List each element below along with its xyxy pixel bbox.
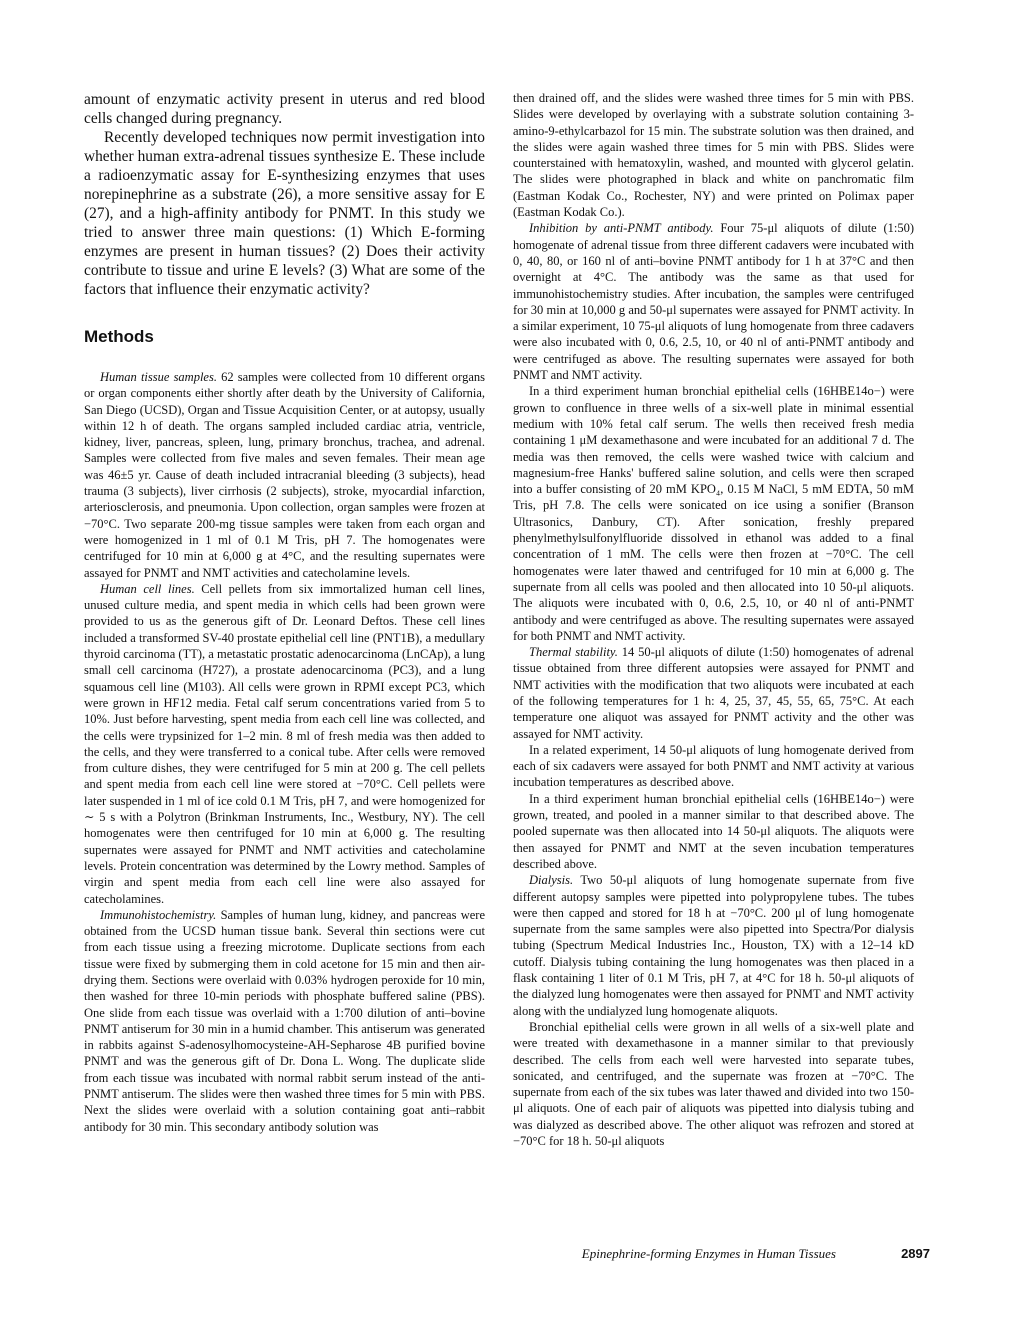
right-column [513, 90, 914, 1149]
left-column [84, 90, 485, 1135]
methods-paragraph-lung-temp [513, 742, 914, 791]
paragraph-text: Cell pellets from six immortalized human cell lines, unused culture media, and spent media in which cells had been grown were provided to us as the generous gift of Dr. Leonard Deftos. These cell lines included a transformed SV-40 prostate epithelial cell line (PNT1B), a medullary thyroid carcinoma (TT), a metastatic prostatic adenocarcinoma (LnCAp), a lung small cell carcinoma (H727), a prostate adenocarcinoma (PC3), and a lung squamous cell line (M103). All cells were grown in RPMI except PC3, which were grown in HF12 media. Fetal calf serum concentrations varied from 5 to 10%. Just before harvesting, spent media from each cell line was collected, and the cells were trypsinized for 1–2 min. 8 ml of fresh media was then added to the cells, and they were transferred to a conical tube. After cells were removed from culture dishes, they were centrifuged for 5 min at 200 g. The cell pellets and spent media from each cell line were stored at −70°C. Cell pellets were later suspended in 1 ml of ice cold 0.1 M Tris, pH 7, and were homogenized for ∼ 5 s with a Polytron (Brinkman Instruments, Inc., Westbury, NY). The cell homogenates were then centrifuged for 10 min at 6,000 g. The resulting supernates were assayed for PNMT and NMT activities and catecholamine levels. Protein concentration was determined by the Lowry method. Samples of virgin and spent media from each cell line were also assayed for catecholamines. [84, 581, 485, 906]
paragraph-text: In a related experiment, 14 50-μl aliquots of lung homogenate derived from each of six cadavers were assayed for both PNMT and NMT activity at various incubation temperatures as described above. [513, 742, 914, 790]
page-number: 2897 [901, 1246, 930, 1261]
paragraph-text: 14 50-μl aliquots of dilute (1:50) homogenates of adrenal tissue obtained from three different autopsies were assayed for PNMT and NMT activities with the modification that two aliquots were incubated at each of the following temperatures for 1 h: 4, 25, 37, 45, 55, 65, 75°C. At each temperature one aliquot was assayed for PNMT activity and the other was assayed for NMT activity. [513, 645, 914, 741]
methods-paragraph-bronchial-temp [513, 791, 914, 872]
paragraph-text: In a third experiment human bronchial epithelial cells (16HBE14o−) were grown to confluence in three wells of a six-well plate in minimal essential medium with 10% fetal calf serum. The wells then received fresh media containing 1 μM dexamethasone and were incubated for an additional 7 d. The media was then removed, the cells were washed twice with calcium and magnesium-free Hanks' buffered saline solution, and cells were then scraped into a buffer consisting of 20 mM KPO₄, 0.15 M NaCl, 5 mM EDTA, 50 mM Tris, pH 7.8. The cells were sonicated on ice using a sonifier (Branson Ultrasonics, Danbury, CT). After sonication, freshly prepared phenylmethylsulfonylfluoride dissolved in ethanol was added to a final concentration of 1 mM. The cells were then frozen at −70°C. The cell homogenates were later thawed and centrifuged for 10 min at 6,000 g. The supernate from all cells was pooled and then allocated into 10 50-μl aliquots. The aliquots were incubated with 0, 0.6, 2.5, 10, or 40 nl of anti-PNMT antibody and were centrifuged as above. The resulting supernates were assayed for both PNMT and NMT activity. [513, 384, 914, 643]
paragraph-lead: Thermal stability. [529, 645, 618, 660]
methods-paragraph-cell-lines [84, 581, 485, 907]
methods-paragraph-dialysis [513, 872, 914, 1019]
paragraph-lead: Human tissue samples. [100, 370, 217, 384]
paragraph-text: In a third experiment human bronchial epithelial cells (16HBE14o−) were grown, treated, and pooled in a manner similar to that described above. The pooled supernate was then allocated into 14 50-μl aliquots. The aliquots were then assayed for PNMT and NMT at the seven incubation temperatures described above. [513, 791, 914, 871]
methods-paragraph-tissue [84, 369, 485, 581]
paragraph-lead: Immunohistochemistry. [100, 907, 217, 922]
methods-paragraph-bronchial-dialysis [513, 1019, 914, 1149]
paragraph-text: then drained off, and the slides were washed three times for 5 min with PBS. Slides were developed by overlaying with a substrate solution containing 3-amino-9-ethylcarbazol for 15 min. The substrate solution was then drained, and the slides were again washed three times for 5 min with PBS. Slides were counterstained with hematoxylin, washed, and mounted with glycerol gelatin. The slides were photographed in black and white on panchromatic film (Eastman Kodak Co., Rochester, NY) and were printed on Polimax paper (Eastman Kodak Co.). [513, 91, 914, 220]
methods-heading: Methods [84, 327, 154, 346]
methods-paragraph-antibody [513, 220, 914, 383]
paragraph-text: Four 75-μl aliquots of dilute (1:50) homogenate of adrenal tissue from three different cadavers were incubated with 0, 40, 80, or 160 nl of anti–bovine PNMT antibody for 1 h at 37°C and then overnight at 4°C. The antibody was the same as that used for immunohistochemistry studies. After incubation, the samples were centrifuged for 30 min at 10,000 g and 50-μl supernates were assayed for PNMT activity. In a similar experiment, 10 75-μl aliquots of lung homogenate from three cadavers were also incubated with 0, 0.6, 2.5, 10, or 40 nl of anti-PNMT antibody and were centrifuged as above. The resulting supernates were assayed for both PNMT and NMT activity. [513, 221, 914, 383]
paragraph-text: Bronchial epithelial cells were grown in all wells of a six-well plate and were treated with dexamethasone in a manner similar to that previously described. The cells from each well were harvested into separate tubes, sonicated, and centrifuged, and the supernate was frozen at −70°C. The supernate from each of the six tubes was later thawed and divided into two 150-μl aliquots. One of each pair of aliquots was pipetted into dialysis tubing and was dialyzed as described above. The other aliquot was refrozen and stored at −70°C for 18 h. 50-μl aliquots [513, 1019, 914, 1148]
paragraph-text: Two 50-μl aliquots of lung homogenate supernate from five different autopsy samples were pipetted into polypropylene tubes. The tubes were then capped and stored for 18 h at −70°C. 200 μl of lung homogenate supernate from the same samples were also pipetted into Spectra/Por dialysis tubing (Spectrum Medical Industries Inc., Houston, TX) with a 12–14 kD cutoff. Dialysis tubing containing the lung homogenates was then placed in a flask containing 1 liter of 0.1 M Tris, pH 7, at 4°C for 18 h. 50-μl aliquots of the dialyzed lung homogenates were then assayed for PNMT and NMT activity along with the undialyzed lung homogenate aliquots. [513, 873, 914, 1018]
intro-paragraph: amount of enzymatic activity present in uterus and red blood cells changed during pregnancy. [84, 91, 485, 127]
intro-paragraph: Recently developed techniques now permit investigation into whether human extra-adrenal tissues synthesize E. These include a radioenzymatic assay for E-synthesizing enzymes that uses norepinephrine as a substrate (26), a more sensitive assay for E (27), and a high-affinity antibody for PNMT. In this study we tried to answer three main questions: (1) Which E-forming enzymes are present in human tissues? (2) Does their activity contribute to tissue and urine E levels? (3) What are some of the factors that influence their enzymatic activity? [84, 129, 485, 298]
methods-paragraph-immuno [84, 907, 485, 1135]
paragraph-text: Samples of human lung, kidney, and pancreas were obtained from the UCSD human tissue bank. Several thin sections were cut from each tissue using a freezing microtome. Duplicate sections from each tissue were fixed by submerging them in cold acetone for 15 min and then air-drying them. Sections were overlaid with 0.03% hydrogen peroxide for 10 min, then washed for three 10-min periods with phosphate buffered saline (PBS). One slide from each tissue was overlaid with a 1:700 dilution of anti–bovine PNMT antiserum for 30 min in a humid chamber. This antiserum was generated in rabbits against S-adenosylhomocysteine-AH-Sepharose 4B purified bovine PNMT and was the generous gift of Dr. Dona L. Wong. The duplicate slide from each tissue was incubated with normal rabbit serum instead of the anti-PNMT antiserum. The slides were then washed three times for 5 min with PBS. Next the slides were overlaid with a solution containing goat anti–rabbit antibody for 30 min. This secondary antibody solution was [84, 907, 485, 1134]
paragraph-lead: Dialysis. [529, 873, 574, 888]
running-title: Epinephrine-forming Enzymes in Human Tissues [581, 1246, 836, 1261]
paragraph-text: 62 samples were collected from 10 different organs or organ components either shortly after death by the University of California, San Diego (UCSD), Organ and Tissue Acquisition Center, or at autopsy, usually within 12 h of death. The organs sampled included cardiac atria, ventricle, kidney, liver, pancreas, spleen, lung, primary bronchus, trachea, and adrenal. Samples were collected from five males and seven females. Their mean age was 46±5 yr. Cause of death included intracranial bleeding (3 subjects), head trauma (3 subjects), liver cirrhosis (2 subjects), stroke, myocardial infarction, arteriosclerosis, and pneumonia. Upon collection, organ samples were frozen at −70°C. Two separate 200-mg tissue samples were taken from each organ and were homogenized in 1 ml of 0.1 M Tris, pH 7. The homogenates were centrifuged for 10 min at 6,000 g at 4°C, and the resulting supernates were assayed for PNMT and NMT activities and catecholamine levels. [84, 370, 485, 580]
introduction [84, 90, 485, 299]
paragraph-lead: Human cell lines. [100, 581, 195, 596]
methods-section [84, 369, 485, 1135]
methods-paragraph-thermal [513, 644, 914, 742]
methods-paragraph-bronchial [513, 383, 914, 644]
paragraph-lead: Inhibition by anti-PNMT antibody. [529, 221, 714, 236]
methods-paragraph-continued [513, 90, 914, 220]
